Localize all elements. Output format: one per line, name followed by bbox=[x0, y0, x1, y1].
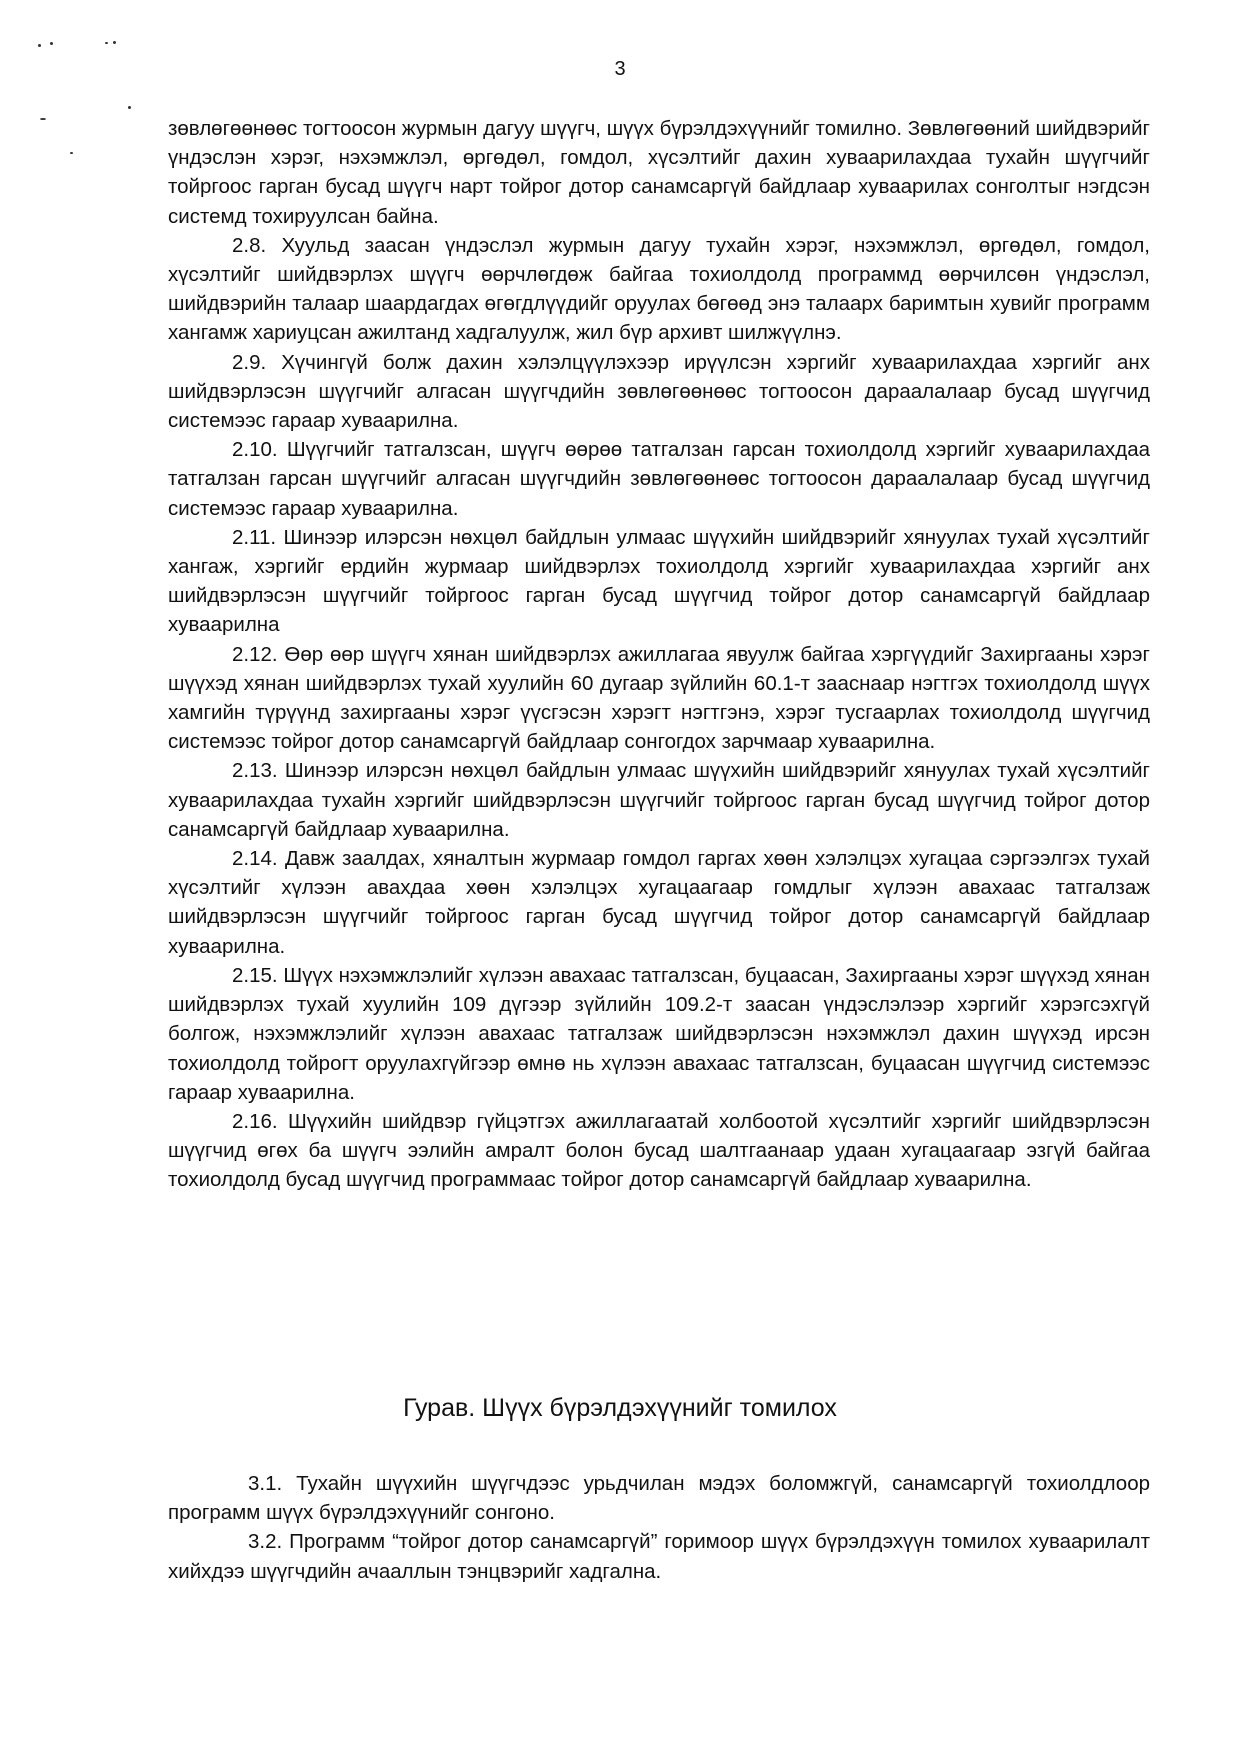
paragraph: 2.8. Хуульд заасан үндэслэл журмын дагуу тухайн хэрэг, нэхэмжлэл, өргөдөл, гомдол, хүсэлтийг шийдвэрлэх шүүгч өөрчлөгдөж байгаа тохиолдолд программд өөрчилсөн үндэслэл, шийдвэрийн талаар шаардагдах өгөгдлүүдийг оруулах бөгөөд энэ талаарх баримтын хувийг программ хангамж хариуцсан ажилтанд хадгалуулж, жил бүр архивт шилжүүлнэ. bbox=[168, 233, 1150, 345]
scan-speck bbox=[105, 42, 108, 44]
paragraph: 2.11. Шинээр илэрсэн нөхцөл байдлын улмаас шүүхийн шийдвэрийг хянуулах тухай хүсэлтийг хангаж, хэргийг ердийн журмаар шийдвэрлэх тохиолдолд хэргийг хуваарилахдаа хэргийг анх шийдвэрлэсэн шүүгчийг тойргоос гарган бусад шүүгчид тойрог дотор санамсаргүй байдлаар хуваарилна bbox=[168, 525, 1150, 637]
paragraph: 3.1. Тухайн шүүхийн шүүгчдээс урьдчилан мэдэх боломжгүй, санамсаргүй тохиолдлоор программ шүүх бүрэлдэхүүнийг сонгоно. bbox=[168, 1472, 1150, 1525]
scan-speck bbox=[40, 118, 46, 120]
paragraph: 2.9. Хүчингүй болж дахин хэлэлцүүлэхээр ирүүлсэн хэргийг хуваарилахдаа хэргийг анх шийдвэрлэсэн шүүгчийг алгасан шүүгчдийн зөвлөгөөнөөс тогтоосон дараалалаар бусад шүүгчид системээс гараар хуваарилна. bbox=[168, 350, 1150, 433]
section-body bbox=[168, 1469, 1150, 1586]
scan-speck bbox=[70, 152, 73, 154]
paragraph: 2.15. Шүүх нэхэмжлэлийг хүлээн авахаас татгалзсан, буцаасан, Захиргааны хэрэг шүүхэд хянан шийдвэрлэх тухай хуулийн 109 дүгээр зүйлийн 109.2-т заасан үндэслэлээр хэргийг хэрэгсэхгүй болгож, нэхэмжлэлийг хүлээн авахаас татгалзаж шийдвэрлэсэн нэхэмжлэл дахин шүүхэд ирсэн тохиолдолд тойрогт оруулахгүйгээр өмнө нь хүлээн авахаас татгалзсан, буцаасан шүүгчид системээс гараар хуваарилна. bbox=[168, 963, 1150, 1104]
paragraph: 2.12. Өөр өөр шүүгч хянан шийдвэрлэх ажиллагаа явуулж байгаа хэргүүдийг Захиргааны хэрэг шүүхэд хянан шийдвэрлэх тухай хуулийн 60 дугаар зүйлийн 60.1-т зааснаар нэгтгэх тохиолдолд шүүх хамгийн түрүүнд захиргааны хэрэг үүсгэсэн хэрэгт нэгтгэнэ, хэрэг тусгаарлах тохиолдолд шүүгчид системээс тойрог дотор санамсаргүй байдлаар сонгогдох зарчмаар хуваарилна. bbox=[168, 642, 1150, 754]
paragraph: 2.14. Давж заалдах, хяналтын журмаар гомдол гаргах хөөн хэлэлцэх хугацаа сэргээлгэх тухай хүсэлтийг хүлээн авахдаа хөөн хэлэлцэх хугацаагаар гомдлыг хүлээн авахаас татгалзаж шийдвэрлэсэн шүүгчийг тойргоос гарган бусад шүүгчид тойрог дотор санамсаргүй байдлаар хуваарилна. bbox=[168, 847, 1150, 958]
paragraph: 2.10. Шүүгчийг татгалзсан, шүүгч өөрөө татгалзан гарсан тохиолдолд хэргийг хуваарилахдаа татгалзан гарсан шүүгчийг алгасан шүүгчдийн зөвлөгөөнөөс тогтоосон дараалалаар бусад шүүгчид системээс гараар хуваарилна. bbox=[168, 438, 1150, 520]
paragraph: зөвлөгөөнөөс тогтоосон журмын дагуу шүүгч, шүүх бүрэлдэхүүнийг томилно. Зөвлөгөөний шийдвэрийг үндэслэн хэрэг, нэхэмжлэл, өргөдөл, гомдол, хүсэлтийг дахин хуваарилахдаа тухайн шүүгчийг тойргоос гарган бусад шүүгч нарт тойрог дотор санамсаргүй байдлаар хуваарилах сонголтыг нэгдсэн системд тохируулсан байна. bbox=[168, 117, 1150, 228]
scan-speck bbox=[38, 44, 41, 47]
paragraph: 2.13. Шинээр илэрсэн нөхцөл байдлын улмаас шүүхийн шийдвэрийг хянуулах тухай хүсэлтийг хуваарилахдаа тухайн хэргийг шийдвэрлэсэн шүүгчийг тойргоос гарган бусад шүүгчид тойрог дотор санамсаргүй байдлаар хуваарилна. bbox=[168, 759, 1150, 841]
scan-speck bbox=[128, 106, 131, 109]
section-heading: Гурав. Шүүх бүрэлдэхүүнийг томилох bbox=[403, 1394, 837, 1422]
scan-speck bbox=[50, 42, 53, 45]
paragraph: 3.2. Программ “тойрог дотор санамсаргүй” горимоор шүүх бүрэлдэхүүн томилох хуваарилалт хийхдээ шүүгчдийн ачааллын тэнцвэрийг хадгална. bbox=[168, 1530, 1150, 1583]
page-number: 3 bbox=[614, 58, 626, 80]
document-body bbox=[168, 114, 1150, 1195]
scan-speck bbox=[113, 41, 116, 44]
paragraph: 2.16. Шүүхийн шийдвэр гүйцэтгэх ажиллагаатай холбоотой хүсэлтийг хэргийг шийдвэрлэсэн шүүгчид өгөх ба шүүгч ээлийн амралт болон бусад шалтгаанаар удаан хугацаагаар эзгүй байгаа тохиолдолд бусад шүүгчид программаас тойрог дотор санамсаргүй байдлаар хуваарилна. bbox=[168, 1109, 1150, 1192]
